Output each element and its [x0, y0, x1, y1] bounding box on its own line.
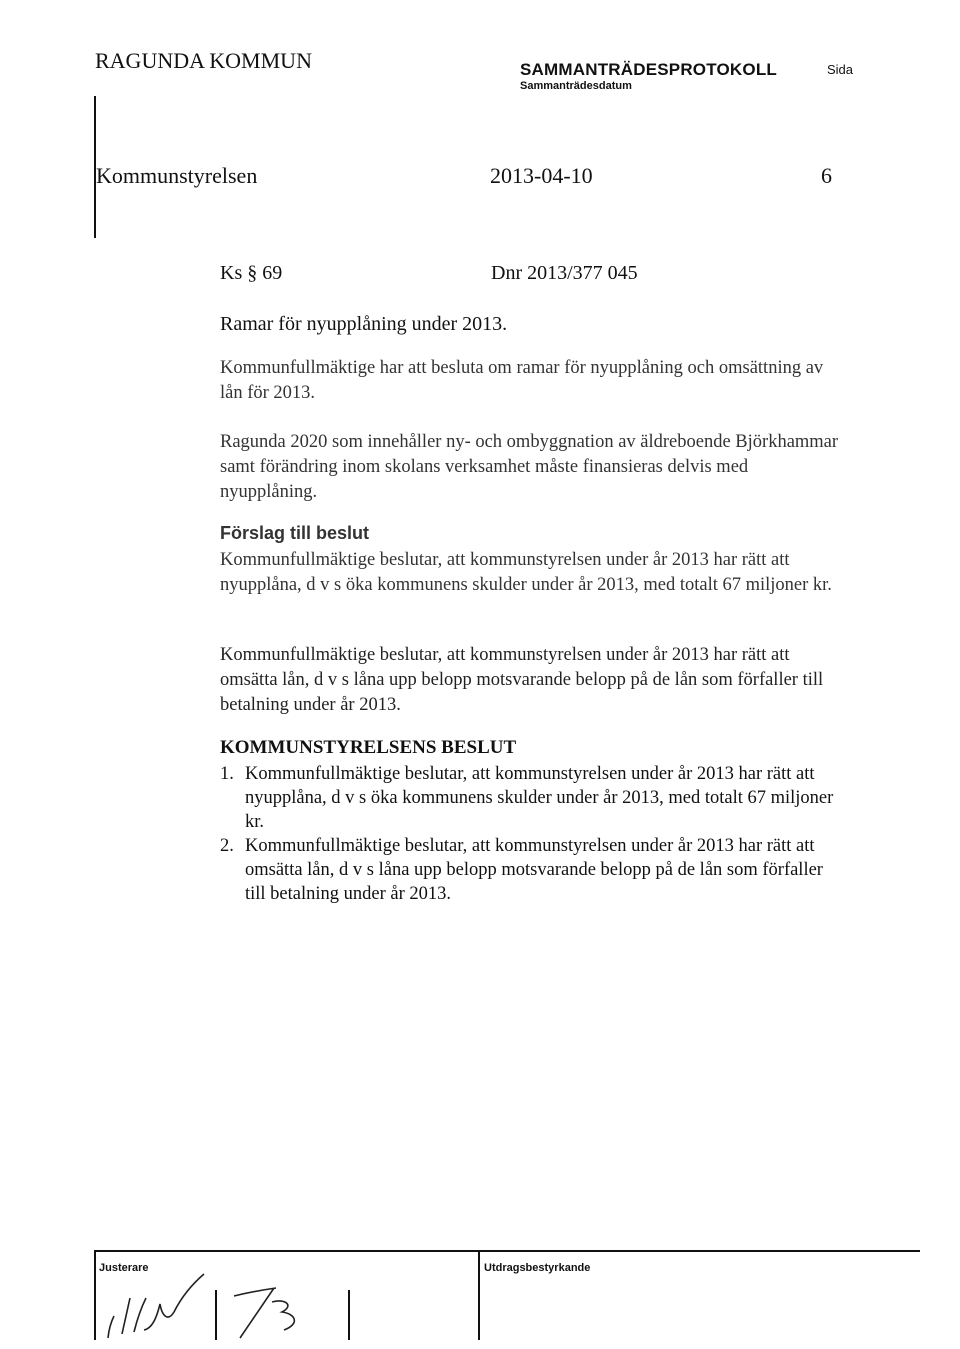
signature-divider: [215, 1290, 217, 1340]
case-title: Ramar för nyupplåning under 2013.: [220, 313, 508, 335]
diary-number: Dnr 2013/377 045: [491, 262, 638, 284]
background-paragraph: Ragunda 2020 som innehåller ny- och ombyggnation av äldreboende Björkhammar samt förändring inom skolans verksamhet måste finansieras delvis med nyupplåning.: [220, 432, 839, 502]
list-item: [220, 762, 840, 834]
proposal-heading: Förslag till beslut: [220, 523, 370, 543]
extract-certification-label: Utdragsbestyrkande: [484, 1262, 591, 1274]
meeting-date: 2013-04-10: [490, 163, 593, 188]
decision-list: [220, 762, 840, 906]
case-number: Ks § 69: [220, 262, 283, 284]
decision-heading: KOMMUNSTYRELSENS BESLUT: [220, 737, 517, 758]
proposal-paragraph-1: Kommunfullmäktige beslutar, att kommunstyrelsen under år 2013 har rätt att nyupplåna, d v s öka kommunens skulder under år 2013, med totalt 67 miljoner kr.: [220, 550, 832, 595]
list-item-number: 1.: [220, 764, 234, 784]
footer-left-border: [94, 1250, 96, 1340]
proposal-paragraph-2: Kommunfullmäktige beslutar, att kommunstyrelsen under år 2013 har rätt att omsätta lån, d v s låna upp belopp motsvarande belopp på de lån som förfaller till betalning under år 2013.: [220, 645, 824, 715]
adjusters-label: Justerare: [99, 1262, 149, 1274]
document-title: SAMMANTRÄDESPROTOKOLL: [520, 60, 777, 79]
municipality-name: RAGUNDA KOMMUN: [95, 48, 312, 73]
signature-image: [222, 1276, 312, 1342]
list-item-text: Kommunfullmäktige beslutar, att kommunstyrelsen under år 2013 har rätt att omsätta lån, d v s låna upp belopp motsvarande belopp på de lån som förfaller till betalning under år 2013.: [245, 836, 823, 904]
intro-paragraph: Kommunfullmäktige har att besluta om ramar för nyupplåning och omsättning av lån för 2013.: [220, 358, 824, 403]
committee-name: Kommunstyrelsen: [96, 163, 258, 188]
page-number: 6: [821, 163, 832, 188]
footer-top-rule: [94, 1250, 920, 1252]
page-label: Sida: [827, 62, 854, 77]
signature-image: [100, 1272, 210, 1344]
list-item-text: Kommunfullmäktige beslutar, att kommunstyrelsen under år 2013 har rätt att nyupplåna, d v s öka kommunens skulder under år 2013, med totalt 67 miljoner kr.: [245, 764, 834, 832]
document-subtitle: Sammanträdesdatum: [520, 80, 632, 92]
footer-middle-border: [478, 1250, 480, 1340]
list-item-number: 2.: [220, 836, 234, 856]
list-item: [220, 834, 840, 906]
signature-divider: [348, 1290, 350, 1340]
